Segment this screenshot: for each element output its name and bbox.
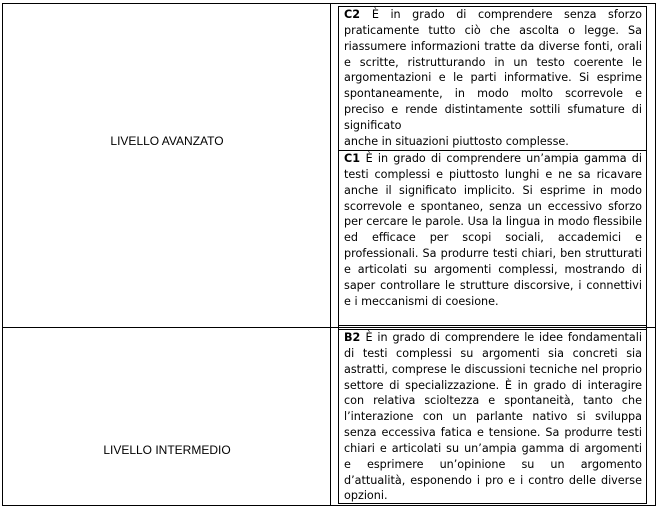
table-border-right (655, 3, 656, 506)
table-border-top (2, 3, 656, 4)
descriptor-text: È in grado di comprendere un’ampia gamma di testi complessi e piuttosto lunghi e ne sa ricavare anche il significato implicito. Si esprime in modo scorrevole e spontaneo, senza un eccessivo sforzo per cercare le parole. Usa la lingua in modo flessibile ed efficace per scopi sociali, accademici e professionali. Sa produrre testi chiari, ben strutturati e articolati su argomenti complessi, mostrando di saper controllare le strutture discorsive, i connettivi e i meccanismi di coesione. (344, 152, 643, 308)
descriptor-c2 (344, 7, 642, 150)
descriptor-text: È in grado di comprendere le idee fondamentali di testi complessi su argomenti sia concreti sia astratti, comprese le discussioni tecniche nel proprio settore di specializzazione. È in grado di interagire con relativa scioltezza e spontaneità, tanto che l’interazione con un parlante nativo si sviluppa senza eccessiva fatica e tensione. Sa produrre testi chiari e articolati su un’ampia gamma di argomenti e esprimere un’opinione su un argomento d’attualità, esponendo i pro e i contro delle diverse opzioni. (344, 331, 642, 503)
level-label-intermedio: LIVELLO INTERMEDIO (103, 443, 231, 457)
descriptor-c1 (344, 151, 642, 309)
inner-box-right (646, 6, 647, 504)
descriptor-code: C2 (344, 8, 372, 21)
table-border-left (2, 3, 3, 506)
column-divider (330, 3, 331, 506)
descriptor-code: B2 (344, 331, 366, 344)
descriptor-text-tail: anche in situazioni piuttosto complesse. (344, 134, 569, 148)
descriptor-code: C1 (344, 152, 366, 165)
descriptor-text: È in grado di comprendere senza sforzo praticamente tutto ciò che ascolta o legge. Sa riassumere informazioni tratte da diverse fonti, orali e scritte, ristrutturando in un testo coerente le argomentazioni e le parti informative. Si esprime spontaneamente, in modo molto scorrevole e preciso e rende distintamente sottili sfumature di significato (344, 8, 642, 132)
table-border-bottom (2, 505, 656, 506)
level-label-avanzato: LIVELLO AVANZATO (110, 134, 224, 148)
inner-box-left (338, 6, 339, 504)
descriptor-b2 (344, 330, 642, 504)
row-divider (2, 327, 656, 328)
inner-box-bottom (338, 325, 647, 326)
